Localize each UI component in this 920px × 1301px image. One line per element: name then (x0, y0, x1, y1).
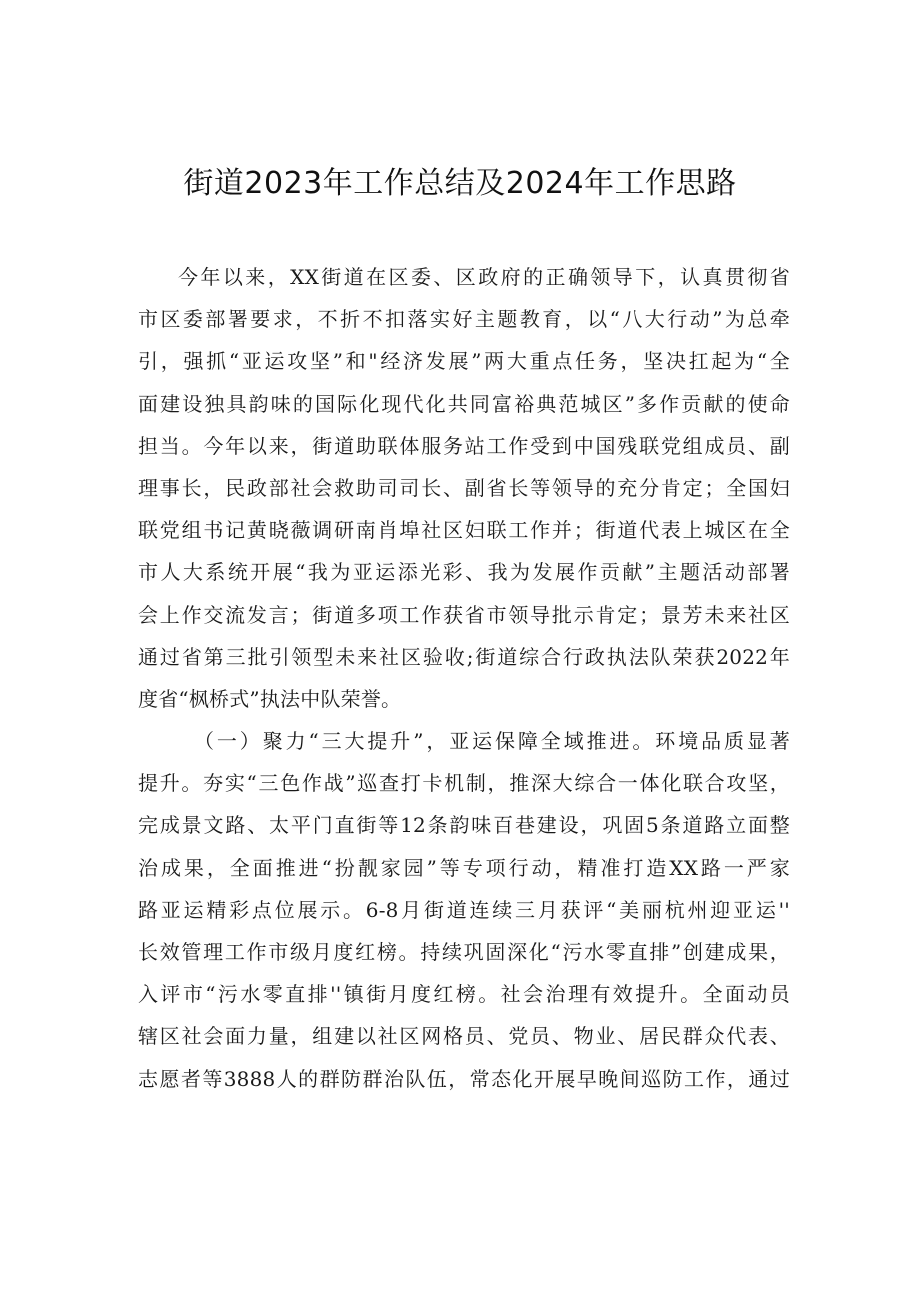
paragraph-2-line: 提升。夯实“三色作战”巡查打卡机制，推深大综合一体化联合攻坚， (138, 771, 790, 796)
paragraph-1-line: 引，强抓“亚运攻坚”和"经济发展”两大重点任务，坚决扛起为“全 (138, 349, 790, 374)
document-title: 街道2023年工作总结及2024年工作思路 (183, 166, 737, 201)
paragraph-1-line: 会上作交流发言；街道多项工作获省市领导批示肯定；景芳未来社区 (138, 602, 790, 627)
paragraph-1-line: 今年以来，XX街道在区委、区政府的正确领导下，认真贯彻省 (178, 265, 790, 289)
paragraph-1-line: 市人大系统开展“我为亚运添光彩、我为发展作贡献”主题活动部署 (138, 560, 790, 585)
paragraph-1-line: 度省“枫桥式”执法中队荣誉。 (138, 686, 402, 711)
paragraph-2-line: 完成景文路、太平门直街等12条韵味百巷建设，巩固5条道路立面整 (138, 813, 790, 838)
paragraph-2-line: 志愿者等3888人的群防群治队伍，常态化开展早晚间巡防工作，通过 (138, 1066, 790, 1091)
paragraph-1-line: 联党组书记黄晓薇调研南肖埠社区妇联工作并；街道代表上城区在全 (138, 518, 790, 543)
paragraph-2-line: （一）聚力“三大提升”，亚运保障全域推进。环境品质显著 (194, 729, 790, 754)
paragraph-1-line: 市区委部署要求，不折不扣落实好主题教育，以“八大行动”为总牵 (138, 307, 790, 332)
paragraph-2-line: 治成果，全面推进“扮靓家园”等专项行动，精准打造XX路一严家 (138, 855, 790, 880)
paragraph-1-line: 面建设独具韵味的国际化现代化共同富裕典范城区”多作贡献的使命 (138, 391, 790, 416)
paragraph-2-line: 长效管理工作市级月度红榜。持续巩固深化“污水零直排”创建成果， (138, 940, 790, 964)
paragraph-1-line: 理事长，民政部社会救助司司长、副省长等领导的充分肯定；全国妇 (138, 475, 790, 500)
document-body (138, 256, 790, 1100)
paragraph-2-line: 路亚运精彩点位展示。6-8月街道连续三月获评“美丽杭州迎亚运'' (138, 897, 790, 922)
paragraph-2-line: 入评市“污水零直排''镇街月度红榜。社会治理有效提升。全面动员 (138, 982, 790, 1007)
paragraph-2-line: 辖区社会面力量，组建以社区网格员、党员、物业、居民群众代表、 (138, 1024, 790, 1049)
paragraph-1-line: 担当。今年以来，街道助联体服务站工作受到中国残联党组成员、副 (138, 433, 790, 458)
paragraph-1-line: 通过省第三批引领型未来社区验收;街道综合行政执法队荣获2022年 (138, 644, 790, 669)
